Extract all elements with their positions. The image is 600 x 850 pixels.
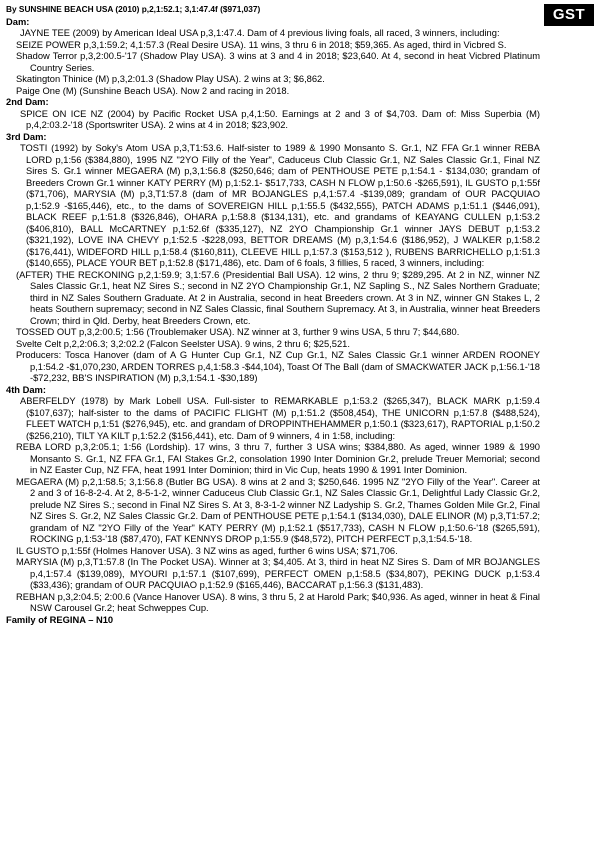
progeny-reba-lord: REBA LORD p,3,2:05.1; 1:56 (Lordship). 17 wins, 3 thru 7, further 3 USA wins; $384,880. As aged, winner 1989 & 1990 Monsanto S. Gr.1, NZ FFA Gr.1, FAI Stakes Gr.2, consolation 1990 Inter Dominion Gr.2, prelude Treuer Memorial; second in NZ Easter Cup, NZ FFA, heat 1991 Inter Dominion; third in Vic Cup, heats 1990 & 1991 Inter Dominion.: [16, 442, 540, 475]
progeny-svelte-celt: Svelte Celt p,2,2:06.3; 3,2:02.2 (Falcon Seelster USA). 9 wins, 2 thru 6; $25,521.: [16, 338, 350, 349]
progeny-shadow-terror: Shadow Terror p,3,2:00.5-'17 (Shadow Play USA). 3 wins at 3 and 4 in 2018; $23,640. At 4, second in heat Vicbred Platinum Country Series.: [16, 51, 540, 73]
gst-badge: GST: [544, 4, 594, 26]
second-dam-paragraph: SPICE ON ICE NZ (2004) by Pacific Rocket USA p,4,1:50. Earnings at 2 and 3 of $4,703. Dam of: Miss Superbia (M) p,4,2:03.2-'18 (Sportswriter USA). 2 wins at 4 in 2018; $23,902.: [20, 108, 540, 130]
dam-paragraph: JAYNE TEE (2009) by American Ideal USA p,3,1:47.4. Dam of 4 previous living foals, all raced, 3 winners, including:: [20, 28, 500, 38]
third-dam-heading: 3rd Dam:: [6, 131, 47, 142]
progeny-paige-one: Paige One (M) (Sunshine Beach USA). Now 2 and racing in 2018.: [16, 85, 290, 96]
dam-heading: Dam:: [6, 16, 30, 27]
progeny-after-the-reckoning: (AFTER) THE RECKONING p,2,1:59.9; 3,1:57.6 (Presidential Ball USA). 12 wins, 2 thru 9; $289,295. At 2 in NZ, winner NZ Sales Classic Gr.1, heat NZ Sires S.; second in NZ 2YO Championship Gr.1, NZ Sapling S., NZ Sales Northern Graduate; third in NZ Sales Southern Graduate. At 2 in Australia, second in heat Breeders crown. At 3 in NZ, winner GN Stakes L, 2 heats Southern supremacy; second in NZ Sales Classic, final Southern Supremacy. At 3, in Australia, winner heat Breeders Crown; third in Qld. Derby, heat Breeders Crown, etc.: [16, 269, 540, 326]
progeny-rebhan: REBHAN p,3,2:04.5; 2:00.6 (Vance Hanover USA). 8 wins, 3 thru 5, 2 at Harold Park; $40,936. As aged, winner in heat & Final NSW Carousel Gr.2; heat Schweppes Cup.: [16, 591, 540, 613]
progeny-marysia: MARYSIA (M) p,3,T1:57.8 (In The Pocket USA). Winner at 3; $4,405. At 3, third in heat NZ Sires S. Dam of MR BOJANGLES p,4,1:57.4 ($139,089), MYOURI p,1:57.1 ($107,699), PERFECT OMEN p,1:58.5 ($34,807), PEKING DUCK p,1:53.4 ($33,436); grandam of OUR PACQUIAO p,1:52.9 ($165,446), BACCARAT p,1:56.3 ($131,483).: [16, 557, 540, 590]
producers-paragraph: Producers: Tosca Hanover (dam of A G Hunter Cup Gr.1, NZ Cup Gr.1, NZ Sales Classic Gr.1 winner ARDEN ROONEY p,1:54.2 -$1,070,230, ARDEN TORRES p,4,1:58.3 -$44,104), Toast Of The Ball (dam of SMACKWATER JACK p,1:56.1-'18 -$72,232, BB'S INSPIRATION (M) p,3,1:54.1 -$30,189): [16, 350, 540, 383]
progeny-megaera: MEGAERA (M) p,2,1:58.5; 3,1:56.8 (Butler BG USA). 8 wins at 2 and 3; $250,646. 1995 NZ "2YO Filly of the Year". Career at 2 and 3 of 16-8-2-4. At 2, 8-5-1-2, winner Caduceus Club Classic Gr.1, NZ Sales Classic Gr.1, Delightful Lady Classic Gr.2, prelude NZ Sires S.; second in Final NZ Sires S. At 3, 8-3-1-2 winner NZ Ladyship S. Gr.2, Thames Golden Mile Gr.2, Final NZ Sires S. Gr.2, NZ Sales Classic Gr.2. Dam of PENTHOUSE PETE p,1:54.1 ($134,030), DALE ELINOR (M) p,3,T1:57.2; grandam of NZ "2YO Filly of the Year" KATY PERRY (M) p,1:52.1 ($517,733), CASH N FLOW p,1:50.6-'18 ($265,591), ROCKING p,1:53-'18 ($87,470), FAT KENNYS DROP p,1:55.9 ($48,572), PITCH PERFECT p,3,1:54.5-'18.: [16, 476, 540, 544]
third-dam-paragraph: TOSTI (1992) by Soky's Atom USA p,3,T1:53.6. Half-sister to 1989 & 1990 Monsanto S. Gr.1, NZ FFA Gr.1 winner REBA LORD p,1:56 ($384,880), 1995 NZ "2YO Filly of the Year", Caduceus Club Classic Gr.1, NZ Sales Classic Gr.1, Final NZ Sires S. Gr.1 winner MEGAERA (M) p,3,1:56.8 ($250,646; dam of PENTHOUSE PETE p,1:54.1 - $134,030; grandam of Breeders Crown Gr.1 winner KATY PERRY (M) p,1:52.1- $517,733, CASH N FLOW p,1:50.6 -$265,591), IL GUSTO p,1:55f ($71,706), MARYSIA (M) p,3,T1:57.8 (dam of MR BOJANGLES p,4,1:57.4 -$139,089; grandam of OUR PACQUIAO p,1:52.9 -$165,446), etc., to the dams of SOVEREIGN HILL p,1:55.5 ($432,555), PATCH ADAMS p,1:51.1 ($446,091), BLACK REEF p,1:51.8 ($326,846), OHARA p,1:58.8 ($134,131), etc. and grandams of KEAYANG CULLEN p,1:53.2 ($406,810), BALL McCARTNEY p,1:52.6f ($335,127), NZ 2YO Championship Gr.1 winner JAYS DEBUT p,1:53.2 ($321,192), LOVE INA CHEVY p,1:52.5 -$228,093, BETTOR DREAMS (M) p,3,1:54.6 ($186,952), J WALKER p,1:58.2 ($176,441), WIDEFORD HILL p,1:58.4 ($160,811), CLEEVE HILL p,1:57.3 ($153,512 ), RUBENS BARRICHELLO p,1:51.3 ($140,655), PLACE YOUR BET p,1:52.8 ($171,486), etc. Dam of 6 foals, 3 fillies, 5 raced, 3 winners, including:: [20, 143, 540, 268]
progeny-tossed-out: TOSSED OUT p,3,2:00.5; 1:56 (Troublemaker USA). NZ winner at 3, further 9 wins USA, 5 thru 7; $44,680.: [16, 327, 460, 337]
progeny-skatington-thinice: Skatington Thinice (M) p,3,2:01.3 (Shadow Play USA). 2 wins at 3; $6,862.: [16, 74, 325, 84]
progeny-seize-power: SEIZE POWER p,3,1:59.2; 4,1:57.3 (Real Desire USA). 11 wins, 3 thru 6 in 2018; $59,365. As aged, third in Vicbred S.: [16, 39, 507, 50]
family-line: Family of REGINA – N10: [6, 614, 114, 625]
progeny-il-gusto: IL GUSTO p,1:55f (Holmes Hanover USA). 3 NZ wins as aged, further 6 wins USA; $71,706.: [16, 545, 398, 556]
second-dam-heading: 2nd Dam:: [6, 97, 49, 107]
pedigree-page: [6, 4, 540, 626]
fourth-dam-heading: 4th Dam:: [6, 384, 46, 395]
sire-header: By SUNSHINE BEACH USA (2010) p,2,1:52.1; 3,1:47.4f ($971,037): [6, 4, 261, 14]
fourth-dam-paragraph: ABERFELDY (1978) by Mark Lobell USA. Full-sister to REMARKABLE p,1:53.2 ($265,347), BLACK MARK p,1:59.4 ($107,637); half-sister to the dams of PACIFIC FLIGHT (M) p,1:51.2 ($508,454), THE UNICORN p,1:57.8 ($488,524), FLEET WATCH p,1:51 ($276,945), etc. and grandam of DROPPINTHEHAMMER p,1:50.1 ($323,617), RAPTORIAL p,1:50.2 ($256,210), TILT YA KILT p,1:52.2 ($156,441), etc. Dam of 9 winners, 4 in 1:58, including:: [20, 396, 540, 441]
